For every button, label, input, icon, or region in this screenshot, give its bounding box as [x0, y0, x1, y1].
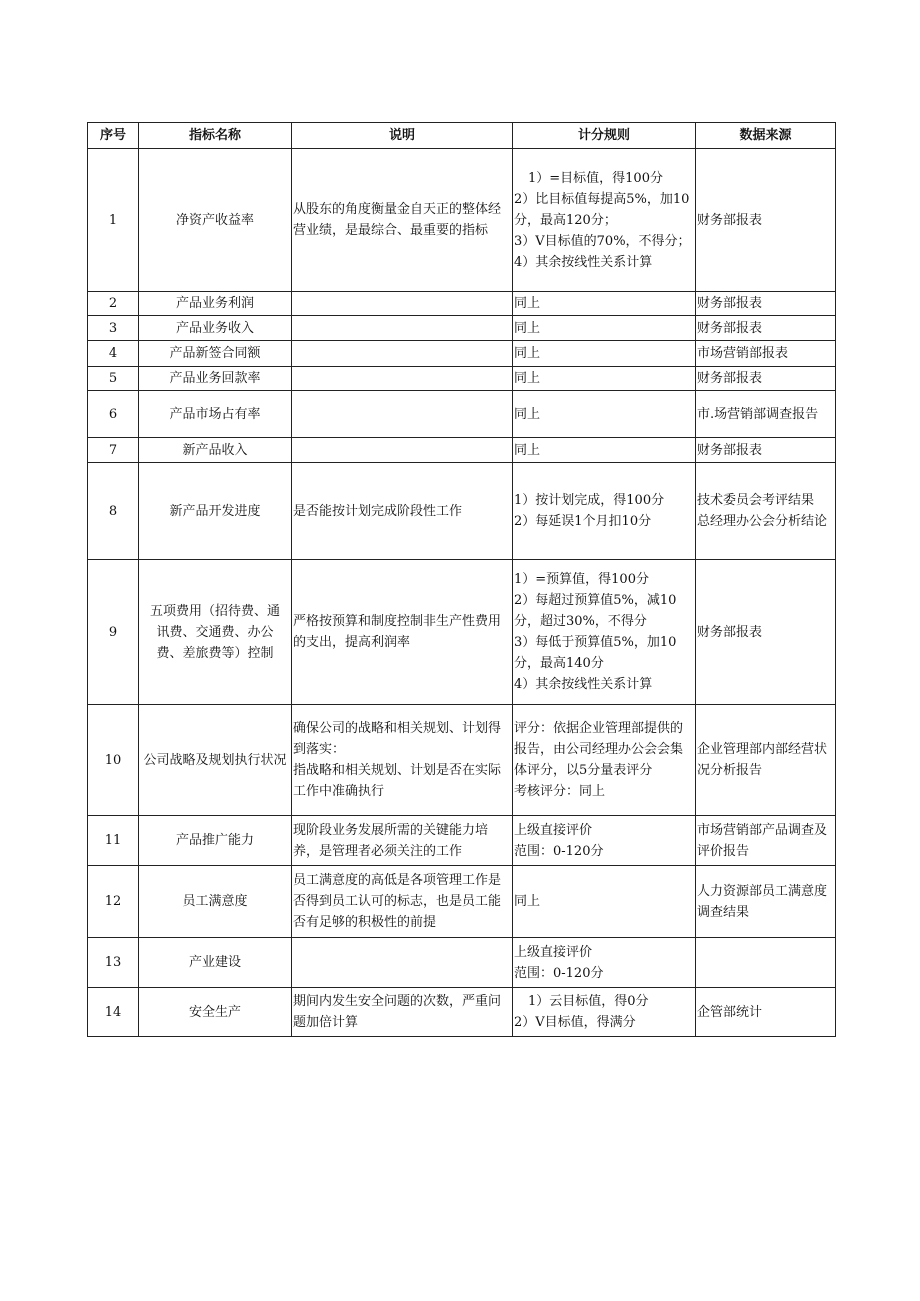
data-source-line: 财务部报表: [697, 442, 763, 458]
indicator-name-line: 新产品开发进度: [169, 503, 261, 519]
indicator-name-cell: [139, 391, 292, 438]
scoring-rule-line: 上级直接评价: [514, 822, 593, 838]
row-number-cell: 6: [88, 391, 139, 438]
row-number-cell: 5: [88, 367, 139, 391]
description-line: 指战略和相关规划、计划是否在实际工作中准确执行: [293, 763, 502, 799]
indicator-name-line: 产品业务收入: [175, 320, 254, 336]
description-cell: [292, 463, 513, 560]
data-source-cell: [696, 938, 836, 988]
data-source-line: 总经理办公会分析结论: [697, 514, 828, 529]
indicator-name-line: 产品推广能力: [175, 833, 254, 848]
data-source-cell: [696, 367, 836, 391]
scoring-rule-cell: [513, 463, 696, 560]
scoring-rule-line: 考核评分：同上: [514, 784, 606, 799]
indicator-name-cell: [139, 438, 292, 463]
table-row: [88, 316, 836, 341]
header-desc: 说明: [292, 123, 513, 149]
indicator-name-cell: [139, 705, 292, 816]
indicator-name-line: 产品业务回款率: [169, 371, 261, 386]
description-cell: [292, 149, 513, 292]
table-row: [88, 292, 836, 316]
header-no: 序号: [88, 123, 139, 149]
data-source-line: 企管部统计: [697, 1004, 763, 1020]
data-source-cell: [696, 149, 836, 292]
scoring-rule-cell: [513, 292, 696, 316]
description-line: 期间内发生安全问题的次数，严重问题加倍计算: [293, 994, 502, 1030]
scoring-rule-line: 3）每低于预算值5%，加10分，最高140分: [514, 635, 677, 671]
scoring-rule-line: 同上: [514, 894, 541, 909]
indicator-name-line: 净资产收益率: [175, 212, 254, 228]
description-line: 确保公司的战略和相关规划、计划得到落实：: [293, 721, 502, 757]
scoring-rule-line: 上级直接评价: [514, 944, 593, 960]
indicator-name-line: 公司战略及规划执行状况: [143, 752, 287, 768]
row-number-cell: 1: [88, 149, 139, 292]
indicator-name-cell: [139, 560, 292, 705]
data-source-cell: [696, 988, 836, 1037]
table-row: [88, 463, 836, 560]
description-line: 严格按预算和制度控制非生产性费用的支出，提高利润率: [293, 614, 502, 650]
indicator-name-cell: [139, 938, 292, 988]
indicator-name-cell: [139, 292, 292, 316]
table-row: [88, 816, 836, 866]
indicator-name-cell: [139, 866, 292, 938]
scoring-rule-line: 2）每超过预算值5%，减10分，超过30%，不得分: [514, 593, 677, 629]
description-cell: [292, 705, 513, 816]
scoring-rule-line: 1）=目标值，得100分: [528, 170, 663, 186]
scoring-rule-line: 同上: [514, 320, 541, 336]
row-number-cell: 7: [88, 438, 139, 463]
data-source-line: 市.场营销部调查报告: [697, 406, 819, 422]
table-row: [88, 438, 836, 463]
header-name: 指标名称: [139, 123, 292, 149]
data-source-line: 企业管理部内部经营状况分析报告: [697, 742, 828, 778]
indicator-name-cell: [139, 816, 292, 866]
scoring-rule-cell: [513, 316, 696, 341]
scoring-rule-line: 3）V目标值的70%，不得分；: [514, 233, 691, 249]
table-row: [88, 391, 836, 438]
indicator-name-cell: [139, 341, 292, 367]
scoring-rule-line: 4）其余按线性关系计算: [514, 254, 653, 270]
data-source-cell: [696, 866, 836, 938]
header-source: 数据来源: [696, 123, 836, 149]
data-source-cell: [696, 316, 836, 341]
table-row: [88, 866, 836, 938]
table-row: [88, 367, 836, 391]
table-row: [88, 149, 836, 292]
description-cell: [292, 816, 513, 866]
table-row: [88, 341, 836, 367]
data-source-cell: [696, 292, 836, 316]
description-cell: [292, 341, 513, 367]
table-row: [88, 938, 836, 988]
data-source-cell: [696, 341, 836, 367]
description-cell: [292, 292, 513, 316]
row-number-cell: 11: [88, 816, 139, 866]
data-source-line: 市场营销部报表: [697, 346, 789, 361]
header-row: [88, 123, 836, 149]
header-rule: 计分规则: [513, 123, 696, 149]
scoring-rule-cell: [513, 341, 696, 367]
scoring-rule-line: 同上: [514, 296, 541, 311]
scoring-rule-cell: [513, 391, 696, 438]
scoring-rule-line: 2）每延误1个月扣10分: [514, 514, 652, 529]
row-number-cell: 3: [88, 316, 139, 341]
scoring-rule-line: 1）云目标值，得0分: [528, 994, 649, 1009]
data-source-line: 财务部报表: [697, 296, 763, 311]
description-cell: [292, 367, 513, 391]
scoring-rule-line: 同上: [514, 442, 541, 458]
description-cell: [292, 391, 513, 438]
scoring-rule-line: 同上: [514, 371, 541, 386]
description-cell: [292, 316, 513, 341]
row-number-cell: 2: [88, 292, 139, 316]
description-cell: [292, 438, 513, 463]
scoring-rule-line: 1）=预算值，得100分: [514, 572, 649, 587]
scoring-rule-cell: [513, 367, 696, 391]
data-source-cell: [696, 705, 836, 816]
scoring-rule-line: 范围：0-120分: [514, 965, 604, 981]
scoring-rule-line: 2）V目标值，得满分: [514, 1015, 636, 1030]
row-number-cell: 12: [88, 866, 139, 938]
scoring-rule-line: 评分：依据企业管理部提供的报告，由公司经理办公会会集体评分，以5分量表评分: [514, 721, 684, 778]
indicator-name-line: 产品市场占有率: [169, 406, 261, 422]
row-number-cell: 14: [88, 988, 139, 1037]
kpi-table: [87, 122, 836, 1037]
indicator-name-line: 新产品收入: [182, 442, 248, 458]
data-source-cell: [696, 463, 836, 560]
indicator-name-line: 五项费用（招待费、通讯费、交通费、办公费、差旅费等）控制: [149, 603, 280, 661]
scoring-rule-cell: [513, 988, 696, 1037]
scoring-rule-cell: [513, 438, 696, 463]
description-cell: [292, 866, 513, 938]
data-source-cell: [696, 560, 836, 705]
description-line: 现阶段业务发展所需的关键能力培养，是管理者必须关注的工作: [293, 822, 489, 859]
indicator-name-cell: [139, 988, 292, 1037]
data-source-cell: [696, 816, 836, 866]
scoring-rule-cell: [513, 705, 696, 816]
description-line: 是否能按计划完成阶段性工作: [293, 503, 463, 519]
description-line: 员工满意度的高低是各项管理工作是否得到员工认可的标志，也是员工能否有足够的积极性的前提: [293, 873, 502, 930]
data-source-line: 财务部报表: [697, 371, 763, 386]
scoring-rule-line: 范围：0-120分: [514, 843, 604, 859]
data-source-line: 技术委员会考评结果: [697, 493, 815, 508]
row-number-cell: 4: [88, 341, 139, 367]
data-source-line: 财务部报表: [697, 320, 763, 336]
indicator-name-line: 产业建设: [188, 955, 241, 970]
description-line: 从股东的角度衡量金自天正的整体经营业绩，是最综合、最重要的指标: [293, 202, 502, 238]
indicator-name-cell: [139, 149, 292, 292]
row-number-cell: 13: [88, 938, 139, 988]
scoring-rule-cell: [513, 938, 696, 988]
data-source-line: 财务部报表: [697, 624, 763, 640]
data-source-cell: [696, 391, 836, 438]
table-row: [88, 705, 836, 816]
scoring-rule-cell: [513, 866, 696, 938]
data-source-line: 市场营销部产品调查及评价报告: [697, 822, 828, 859]
data-source-line: 财务部报表: [697, 212, 763, 228]
table-body: [88, 149, 836, 1037]
scoring-rule-line: 1）按计划完成，得100分: [514, 493, 665, 508]
scoring-rule-line: 同上: [514, 346, 541, 361]
description-cell: [292, 988, 513, 1037]
description-cell: [292, 560, 513, 705]
row-number-cell: 10: [88, 705, 139, 816]
indicator-name-line: 产品新签合同额: [169, 346, 261, 361]
row-number-cell: 9: [88, 560, 139, 705]
indicator-name-line: 产品业务利润: [175, 296, 254, 311]
row-number-cell: 8: [88, 463, 139, 560]
data-source-cell: [696, 438, 836, 463]
scoring-rule-cell: [513, 149, 696, 292]
indicator-name-cell: [139, 463, 292, 560]
table-row: [88, 988, 836, 1037]
scoring-rule-cell: [513, 560, 696, 705]
scoring-rule-line: 2）比目标值每提高5%，加10分，最高120分；: [514, 191, 690, 228]
description-cell: [292, 938, 513, 988]
scoring-rule-cell: [513, 816, 696, 866]
data-source-line: 人力资源部员工满意度调查结果: [697, 883, 828, 920]
scoring-rule-line: 4）其余按线性关系计算: [514, 677, 653, 692]
scoring-rule-line: 同上: [514, 406, 541, 422]
indicator-name-cell: [139, 367, 292, 391]
indicator-name-line: 员工满意度: [182, 894, 248, 909]
indicator-name-line: 安全生产: [188, 1004, 241, 1020]
table-row: [88, 560, 836, 705]
indicator-name-cell: [139, 316, 292, 341]
